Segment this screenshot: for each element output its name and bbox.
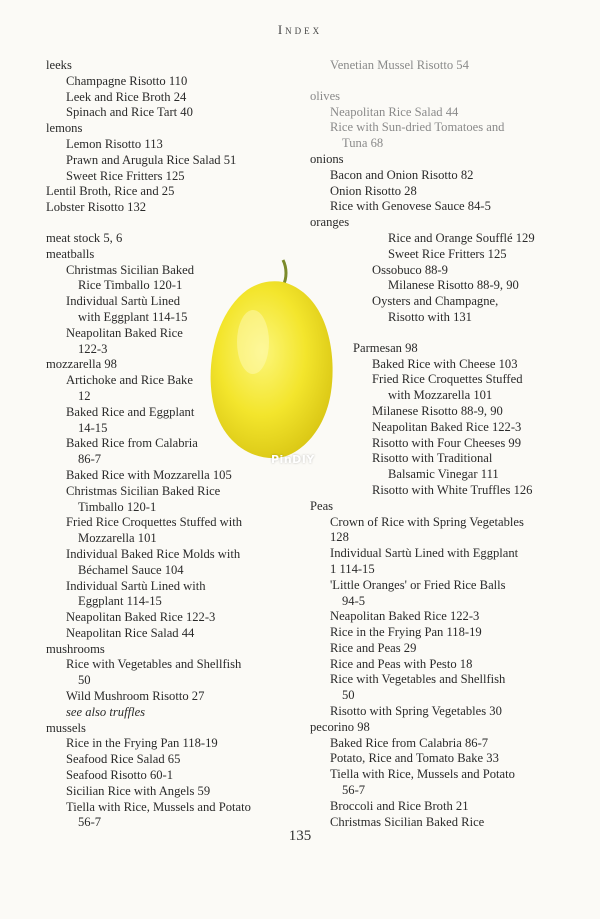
index-heading: onions [310, 151, 344, 166]
index-entry: Balsamic Vinegar 111 [388, 467, 499, 482]
index-entry: with Eggplant 114-15 [78, 309, 188, 324]
index-entry: Individual Sartù Lined [66, 294, 181, 309]
index-entry: Neapolitan Rice Salad 44 [66, 625, 195, 640]
index-entry: Rice and Orange Soufflé 129 [388, 230, 535, 245]
index-entry: Tiella with Rice, Mussels and Potato [66, 799, 251, 814]
index-entry: Artichoke and Rice Bake [66, 373, 193, 388]
index-entry: Lemon Risotto 113 [66, 136, 163, 151]
index-entry: 50 [342, 688, 355, 703]
index-heading: mushrooms [46, 641, 105, 656]
index-heading: meatballs [46, 246, 95, 261]
index-entry: 56-7 [78, 815, 102, 830]
page-number: 135 [288, 828, 312, 844]
index-entry: Potato, Rice and Tomato Bake 33 [330, 751, 499, 766]
index-entry: Sicilian Rice with Angels 59 [66, 783, 211, 798]
index-entry: 128 [330, 530, 349, 545]
index-entry: Rice Timballo 120-1 [78, 278, 183, 293]
index-entry: Rice in the Frying Pan 118-19 [330, 625, 482, 640]
index-entry: Tiella with Rice, Mussels and Potato [330, 767, 515, 782]
index-entry: Eggplant 114-15 [78, 594, 162, 609]
index-entry: Neapolitan Baked Rice [66, 325, 183, 340]
index-gap [46, 216, 296, 231]
index-heading: mussels [46, 720, 86, 735]
index-entry: Rice with Genovese Sauce 84-5 [330, 199, 491, 214]
index-entry: Risotto with Spring Vegetables 30 [330, 704, 502, 719]
index-entry: Rice with Vegetables and Shellfish [330, 672, 506, 687]
index-entry: Spinach and Rice Tart 40 [66, 105, 193, 120]
index-heading: mozzarella 98 [46, 357, 117, 372]
index-entry: Rice with Vegetables and Shellfish [66, 657, 242, 672]
index-entry: Rice in the Frying Pan 118-19 [66, 736, 218, 751]
index-heading: pecorino 98 [310, 719, 370, 734]
index-entry: Baked Rice with Mozzarella 105 [66, 467, 232, 482]
index-heading: Lobster Risotto 132 [46, 200, 147, 215]
index-entry: 56-7 [342, 783, 366, 798]
index-entry: Rice and Peas with Pesto 18 [330, 656, 473, 671]
index-entry: Christmas Sicilian Baked [66, 262, 195, 277]
index-entry: Baked Rice from Calabria [66, 436, 198, 451]
index-entry: Ossobuco 88-9 [372, 262, 448, 277]
index-heading: lemons [46, 121, 83, 136]
index-entry: 12 [78, 388, 91, 403]
index-entry: Timballo 120-1 [78, 499, 157, 514]
index-entry: Individual Sartù Lined with Eggplant [330, 546, 519, 561]
index-entry: Risotto with White Truffles 126 [372, 482, 533, 497]
index-entry: Fried Rice Croquettes Stuffed with [66, 515, 243, 530]
index-heading: Peas [310, 498, 334, 513]
index-entry: Fried Rice Croquettes Stuffed [372, 372, 523, 387]
index-entry: Neapolitan Rice Salad 44 [330, 104, 459, 119]
index-entry: Tuna 68 [342, 136, 384, 151]
index-entry: Broccoli and Rice Broth 21 [330, 798, 469, 813]
index-entry: 1 114-15 [330, 561, 375, 576]
index-entry: Christmas Sicilian Baked Rice [66, 483, 221, 498]
index-entry: Crown of Rice with Spring Vegetables [330, 514, 524, 529]
index-entry: Baked Rice from Calabria 86-7 [330, 735, 489, 750]
index-entry: Baked Rice with Cheese 103 [372, 356, 518, 371]
index-entry: Leek and Rice Broth 24 [66, 89, 187, 104]
index-entry: Risotto with 131 [388, 309, 472, 324]
index-entry: 86-7 [78, 452, 102, 467]
index-entry: 14-15 [78, 420, 108, 435]
index-entry: Onion Risotto 28 [330, 183, 417, 198]
page-header: Index [277, 22, 323, 37]
index-entry: Risotto with Four Cheeses 99 [372, 435, 522, 450]
index-heading: meat stock 5, 6 [46, 230, 123, 245]
index-heading: leeks [46, 58, 72, 72]
index-entry: Seafood Risotto 60-1 [66, 768, 174, 783]
index-entry: Sweet Rice Fritters 125 [388, 246, 507, 261]
index-entry: Neapolitan Baked Rice 122-3 [66, 610, 216, 625]
index-entry: see also truffles [66, 704, 146, 719]
index-entry: 122-3 [78, 341, 108, 356]
index-entry: Christmas Sicilian Baked Rice [330, 814, 485, 829]
index-entry: Oysters and Champagne, [372, 294, 499, 309]
index-entry: Baked Rice and Eggplant [66, 404, 195, 419]
index-gap [310, 326, 560, 341]
index-entry: Prawn and Arugula Rice Salad 51 [66, 152, 237, 167]
index-entry: Individual Sartù Lined with [66, 578, 206, 593]
lemon-illustration [207, 252, 337, 464]
index-heading: oranges [310, 215, 350, 230]
index-heading: Lentil Broth, Rice and 25 [46, 184, 175, 199]
index-entry: 'Little Oranges' or Fried Rice Balls [330, 577, 506, 592]
watermark: PinDIY [271, 453, 315, 466]
index-entry: Béchamel Sauce 104 [78, 562, 184, 577]
index-entry: Parmesan 98 [353, 340, 418, 355]
index-entry: Neapolitan Baked Rice 122-3 [330, 609, 480, 624]
index-entry: 94-5 [342, 593, 366, 608]
index-entry: Milanese Risotto 88-9, 90 [388, 278, 519, 293]
index-entry: Rice with Sun-dried Tomatoes and [330, 120, 505, 135]
index-entry: Sweet Rice Fritters 125 [66, 168, 185, 183]
index-entry: Bacon and Onion Risotto 82 [330, 167, 474, 182]
index-entry: Risotto with Traditional [372, 451, 493, 466]
index-heading: olives [310, 88, 341, 103]
index-entry: Mozzarella 101 [78, 531, 157, 546]
index-entry: Wild Mushroom Risotto 27 [66, 689, 205, 704]
index-entry: with Mozzarella 101 [388, 388, 493, 403]
index-entry: Neapolitan Baked Rice 122-3 [372, 419, 522, 434]
index-entry: Rice and Peas 29 [330, 640, 417, 655]
index-entry: Champagne Risotto 110 [66, 73, 188, 88]
index-entry: Seafood Rice Salad 65 [66, 752, 181, 767]
index-entry: 50 [78, 673, 91, 688]
index-entry: Milanese Risotto 88-9, 90 [372, 403, 503, 418]
index-entry: Individual Baked Rice Molds with [66, 546, 241, 561]
index-gap [310, 74, 560, 89]
index-column-right [310, 58, 560, 830]
index-entry: Venetian Mussel Risotto 54 [330, 58, 469, 72]
